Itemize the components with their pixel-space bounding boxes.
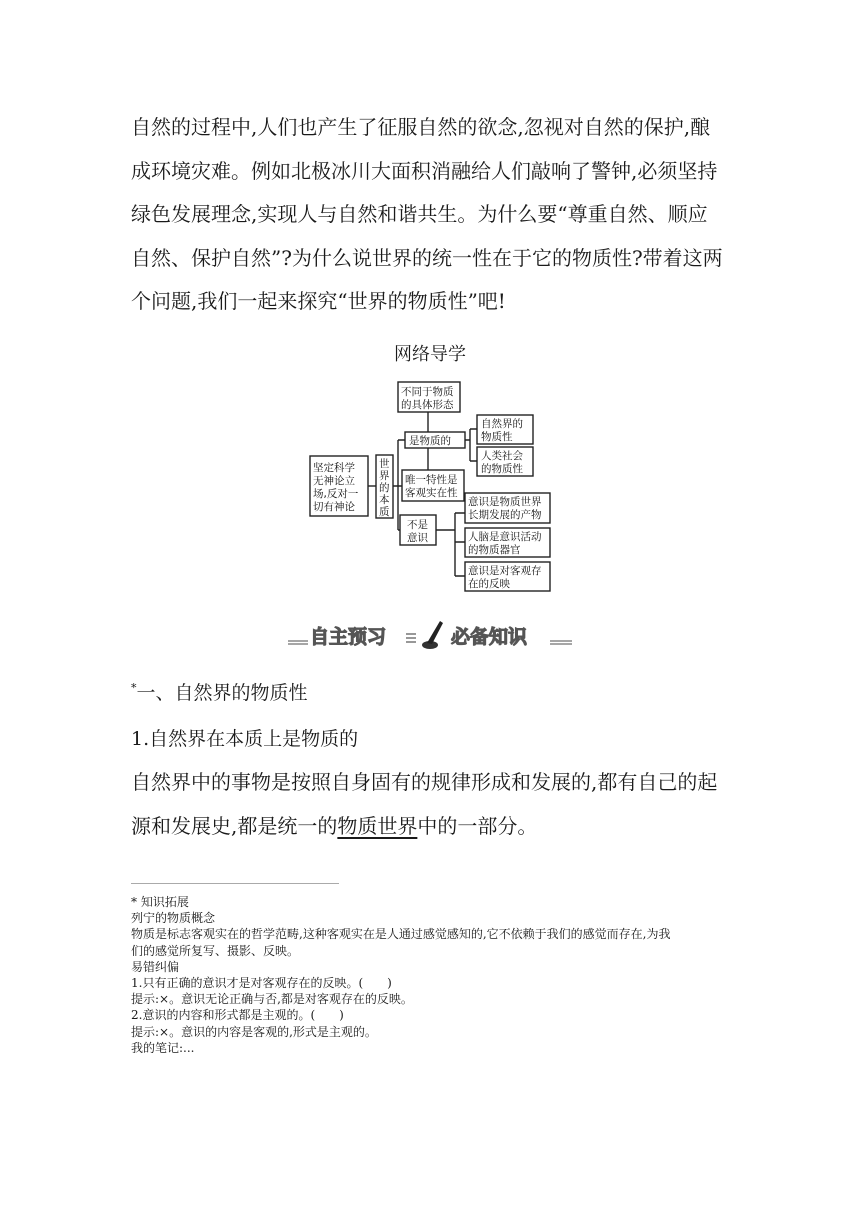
intro-line: 自然、保护自然”?为什么说世界的统一性在于它的物质性?带着这两 (131, 245, 723, 270)
footnote-marker: * (131, 681, 137, 695)
svg-text:场,反对一: 场,反对一 (313, 488, 359, 500)
svg-text:意识: 意识 (407, 532, 428, 544)
underlined-term: 物质世界 (337, 813, 418, 838)
svg-text:意识是对客观存: 意识是对客观存 (468, 565, 542, 577)
svg-text:坚定科学: 坚定科学 (313, 462, 355, 474)
svg-text:的具体形态: 的具体形态 (401, 399, 454, 411)
svg-text:的物质器官: 的物质器官 (468, 544, 521, 556)
svg-text:世: 世 (379, 458, 390, 470)
quill-ink-icon (422, 621, 443, 649)
svg-text:物质性: 物质性 (481, 431, 513, 443)
intro-line: 自然的过程中,人们也产生了征服自然的欲念,忽视对自然的保护,酿 (131, 115, 711, 139)
svg-text:唯一特性是: 唯一特性是 (405, 474, 458, 486)
svg-text:本: 本 (379, 494, 390, 506)
note-line: 们的感觉所复写、摄影、反映。 (131, 943, 300, 958)
note-line: 易错纠偏 (131, 959, 180, 974)
svg-text:不同于物质: 不同于物质 (401, 386, 454, 398)
intro-line: 绿色发展理念,实现人与自然和谐共生。为什么要“尊重自然、顺应 (131, 202, 708, 227)
body-line: 自然界中的事物是按照自身固有的规律形成和发展的,都有自己的起 (131, 770, 718, 794)
section-body (131, 761, 731, 848)
note-line: 物质是标志客观实在的哲学范畴,这种客观实在是人通过感觉感知的,它不依赖于我们的感觉而存在,为我 (131, 927, 671, 942)
svg-text:人脑是意识活动: 人脑是意识活动 (468, 531, 542, 543)
svg-text:无神论立: 无神论立 (313, 475, 355, 487)
svg-text:意识是物质世界: 意识是物质世界 (468, 496, 542, 508)
note-line: 提示:×。意识的内容是客观的,形式是主观的。 (131, 1024, 377, 1039)
subsection-heading: 1.自然界在本质上是物质的 (131, 728, 359, 750)
svg-text:在的反映: 在的反映 (468, 578, 510, 590)
note-line: * 知识拓展 (131, 895, 189, 909)
svg-text:不是: 不是 (407, 519, 428, 531)
intro-paragraph (131, 106, 731, 324)
note-line: 提示:×。意识无论正确与否,都是对客观存在的反映。 (131, 992, 413, 1007)
note-line: 我的笔记:... (131, 1040, 195, 1055)
note-line: 列宁的物质概念 (131, 911, 216, 926)
note-line: 1.只有正确的意识才是对客观存在的反映。( ) (131, 976, 392, 991)
concept-diagram (300, 378, 560, 594)
section-heading-text: 一、自然界的物质性 (136, 682, 308, 704)
note-line: 2.意识的内容和形式都是主观的。( ) (131, 1008, 344, 1023)
svg-text:人类社会: 人类社会 (481, 450, 523, 462)
section-banner (288, 618, 572, 652)
svg-text:自然界的: 自然界的 (481, 418, 523, 430)
svg-text:长期发展的产物: 长期发展的产物 (468, 509, 542, 521)
banner-left-text: 自主预习 (310, 626, 387, 648)
svg-text:客观实在性: 客观实在性 (405, 487, 458, 499)
svg-text:质: 质 (379, 506, 390, 518)
footnote-block (131, 894, 731, 1056)
connector-b3-right (436, 513, 465, 576)
intro-line: 个问题,我们一起来探究“世界的物质性”吧! (131, 289, 506, 314)
footnote-divider (131, 883, 339, 884)
svg-text:的物质性: 的物质性 (481, 463, 523, 475)
intro-line: 成环境灾难。例如北极冰川大面积消融给人们敲响了警钟,必须坚持 (131, 158, 718, 183)
banner-right-text: 必备知识 (451, 626, 528, 648)
guide-title: 网络导学 (394, 344, 466, 365)
body-line: 源和发展史,都是统一的物质世界中的一部分。 (131, 813, 538, 838)
svg-text:是物质的: 是物质的 (409, 435, 451, 447)
connector-b1-right (465, 429, 477, 461)
section-heading (131, 678, 308, 705)
svg-text:切有神论: 切有神论 (313, 501, 355, 513)
svg-text:界: 界 (379, 470, 390, 482)
svg-text:的: 的 (379, 482, 390, 494)
